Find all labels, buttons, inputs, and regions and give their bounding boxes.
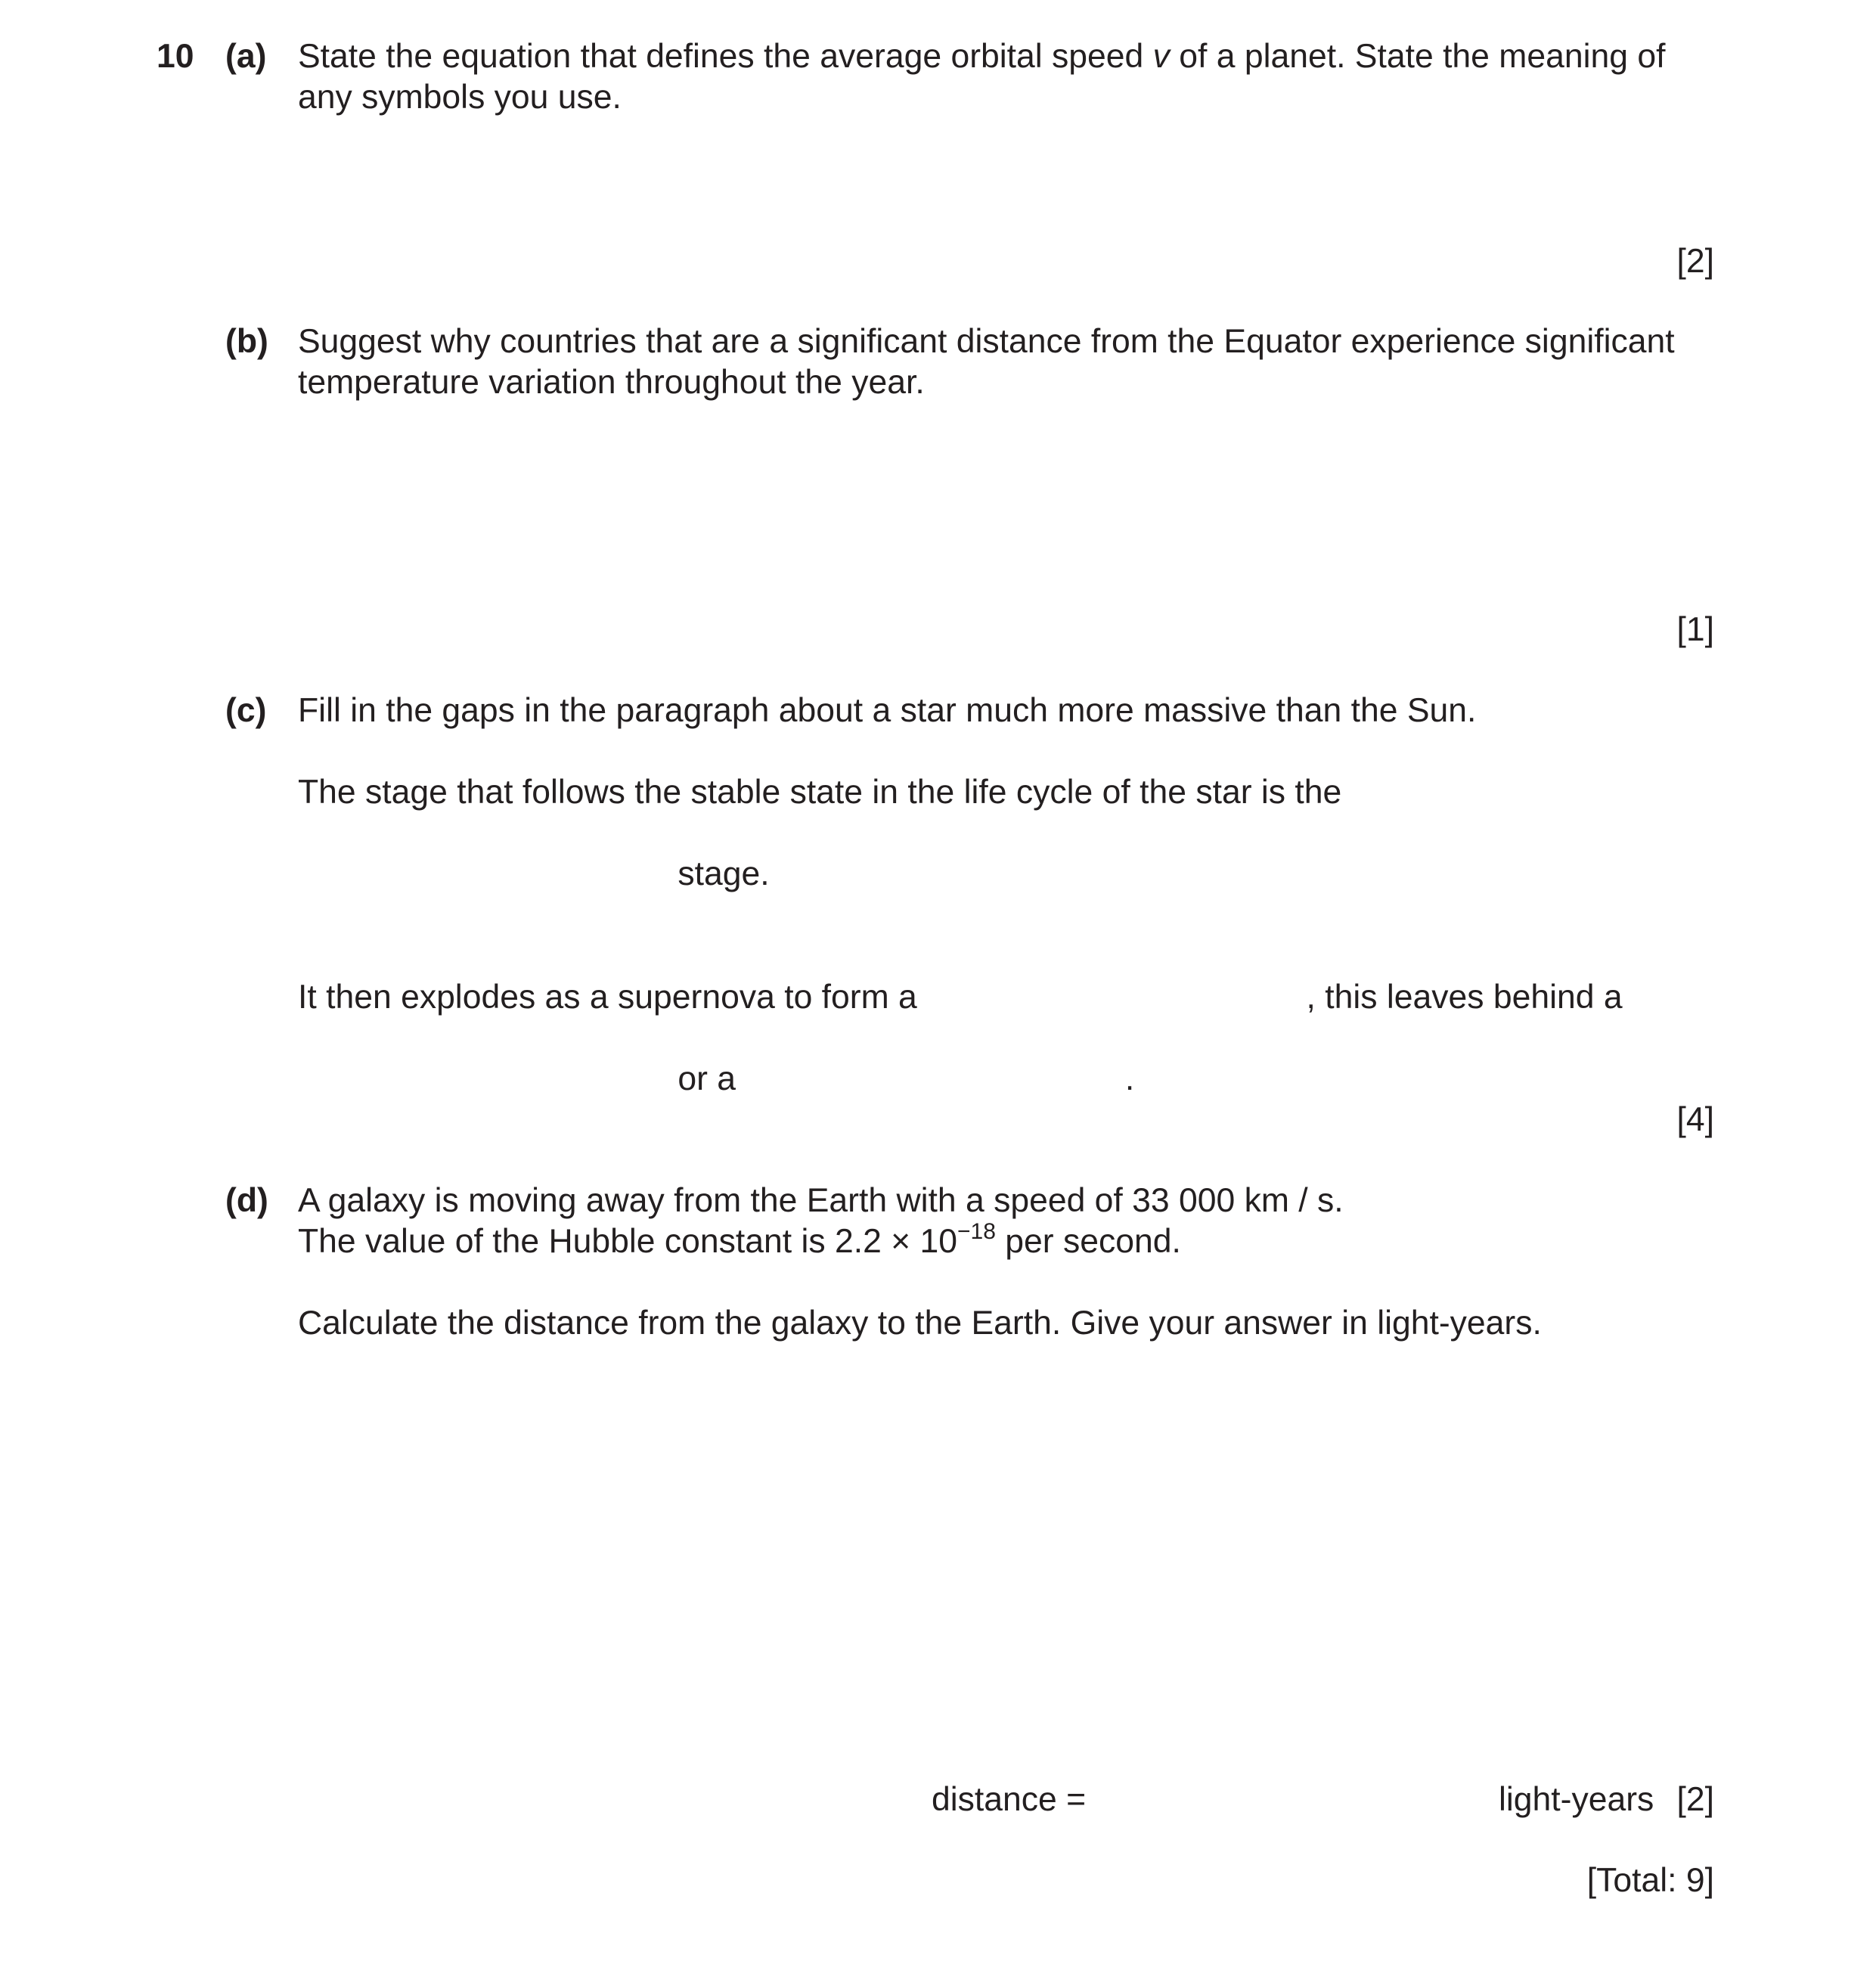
distance-unit: light-years [1499,1781,1654,1818]
part-b-label: (b) [225,323,268,360]
answer-line-b3[interactable] [301,610,1647,650]
part-c-stage-line: stage. [298,854,770,895]
part-c-label: (c) [225,692,267,729]
answer-line-b1[interactable] [301,448,1707,489]
part-c-sentence3: or a . [298,1059,1134,1100]
distance-label: distance = [932,1781,1087,1818]
part-d-marks: [2] [1676,1781,1714,1818]
part-b-question-line2: temperature variation throughout the year. [298,364,925,401]
exponent: −18 [957,1219,996,1245]
answer-line-a1[interactable] [301,158,1707,199]
part-c-sentence1: The stage that follows the stable state in the life cycle of the star is the [298,774,1342,811]
answer-line-b2[interactable] [301,529,1707,570]
answer-line-a2[interactable] [301,241,1647,282]
part-c-sentence2: It then explodes as a supernova to form a , this leaves behind a [298,977,1623,1018]
part-a-label: (a) [225,38,267,75]
part-d-line2: The value of the Hubble constant is $2.2 \times 10^{-18}$ per second. [298,1219,1181,1260]
part-d-line1: A galaxy is moving away from the Earth with a speed of 33 000 km / s. [298,1182,1344,1219]
part-d-label: (d) [225,1182,268,1219]
gap-remnant-1[interactable] [298,1059,668,1100]
variable-v: v [1152,38,1170,75]
question-number: 10 [157,38,194,75]
gap-stage[interactable] [298,854,668,895]
distance-answer-line[interactable] [1108,1779,1478,1820]
total-marks: [Total: 9] [1586,1862,1714,1899]
part-a-question-line1: State the equation that defines the average orbital speed v of a planet. State the meaning of [298,38,1666,75]
gap-remnant-2[interactable] [745,1059,1115,1100]
part-c-marks: [4] [1676,1101,1714,1138]
part-d-instruction: Calculate the distance from the galaxy to the Earth. Give your answer in light-years. [298,1305,1542,1342]
part-b-question-line1: Suggest why countries that are a significant distance from the Equator experience significant [298,323,1675,360]
gap-supernova-product[interactable] [926,977,1297,1018]
part-c-instruction: Fill in the gaps in the paragraph about a star much more massive than the Sun. [298,692,1477,729]
part-b-marks: [1] [1676,611,1714,648]
part-a-question-line2: any symbols you use. [298,79,622,116]
part-a-marks: [2] [1676,243,1714,280]
